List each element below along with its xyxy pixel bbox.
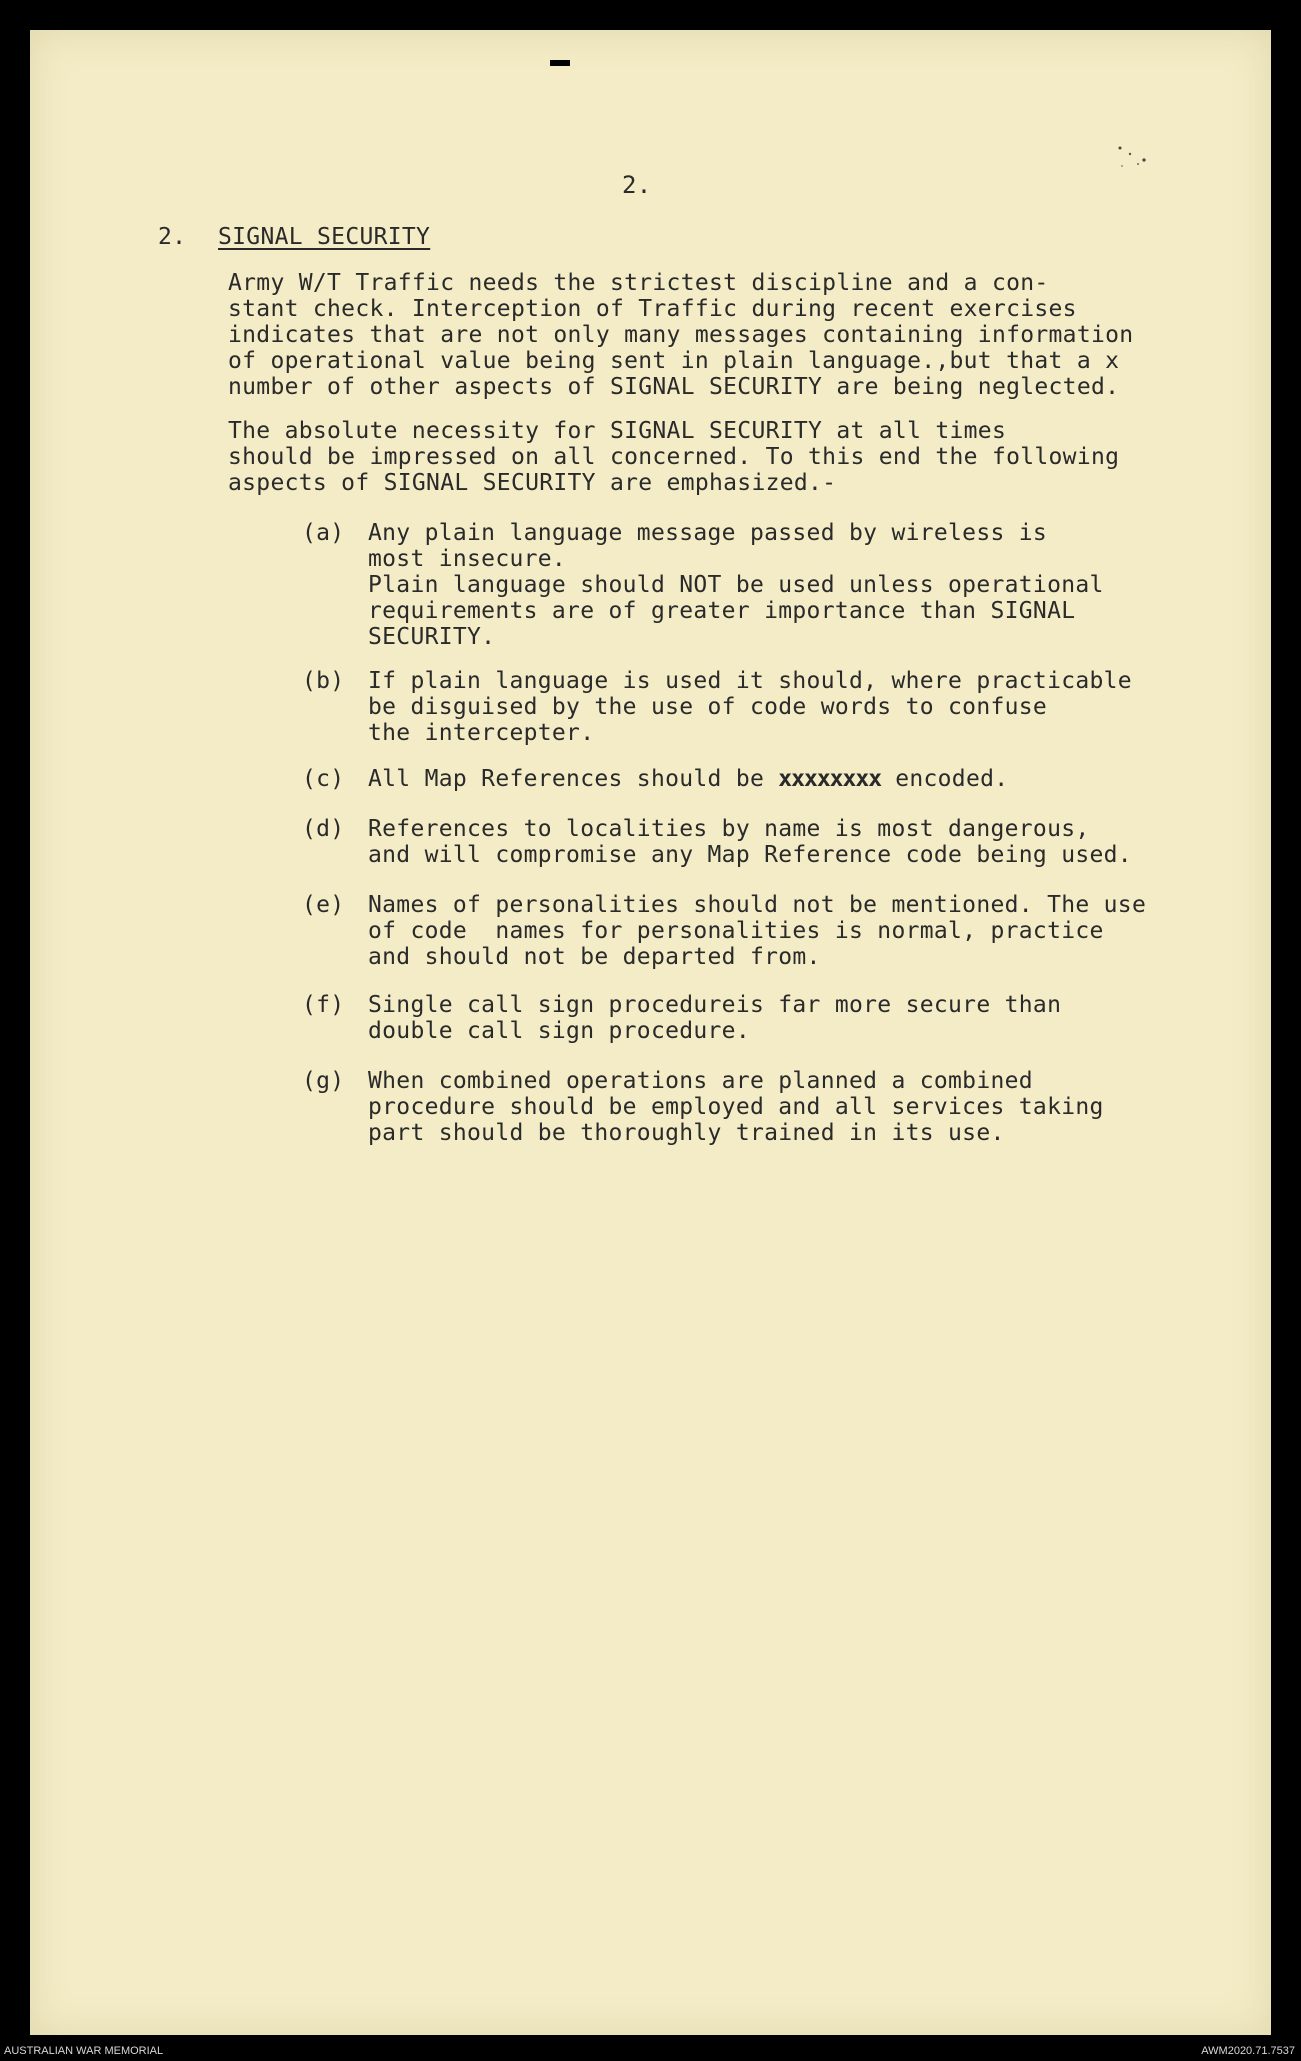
list-item-text-after: encoded. xyxy=(881,766,1009,792)
footer-accession-number: AWM2020.71.7537 xyxy=(1201,2045,1295,2057)
list-item xyxy=(302,1068,1104,1172)
paper-tear xyxy=(550,60,570,66)
section-number: 2. xyxy=(158,224,187,250)
list-item-marker: (c) xyxy=(302,766,345,792)
list-item xyxy=(302,892,1147,996)
list-item-text: When combined operations are planned a combined procedure should be employed and all services taking part should be thoroughly trained in its use. xyxy=(368,1068,1104,1146)
paragraph-necessity: The absolute necessity for SIGNAL SECURITY at all times should be impressed on all concerned. To this end the following aspects of SIGNAL SECURITY are emphasized.- xyxy=(228,418,1120,496)
list-item-text: Names of personalities should not be mentioned. The use of code names for personalities is normal, practice and should not be departed from. xyxy=(368,892,1147,970)
list-item-marker: (b) xyxy=(302,668,345,694)
list-item-marker: (a) xyxy=(302,520,345,546)
section-heading xyxy=(158,224,430,250)
list-item-text: If plain language is used it should, where practicable be disguised by the use of code words to confuse the intercepter. xyxy=(368,668,1132,746)
list-item-text: Any plain language message passed by wireless is most insecure. Plain language should NOT be used unless operational requirements are of greater importance than SIGNAL SECURITY. xyxy=(368,520,1104,650)
list-item-text-before: All Map References should be xyxy=(368,766,779,792)
list-item-text xyxy=(368,766,1008,792)
struck-out-text: xxxxxxxx xyxy=(778,766,882,792)
list-item-marker: (g) xyxy=(302,1068,345,1094)
paper-specks xyxy=(1110,140,1190,180)
list-item-marker: (e) xyxy=(302,892,345,918)
list-item-marker: (d) xyxy=(302,816,345,842)
list-item-text: References to localities by name is most dangerous, and will compromise any Map Reference code being used. xyxy=(368,816,1132,868)
section-title: SIGNAL SECURITY xyxy=(218,224,431,250)
list-item xyxy=(302,668,1132,772)
page-number: 2. xyxy=(622,171,652,199)
paragraph-traffic-discipline: Army W/T Traffic needs the strictest discipline and a con- stant check. Interception of Traffic during recent exercises indicates that are not only many messages containing information of operational value being sent in plain language.,but that a x number of other aspects of SIGNAL SECURITY are being neglected. xyxy=(228,270,1134,400)
footer-source: AUSTRALIAN WAR MEMORIAL xyxy=(4,2045,164,2057)
list-item-marker: (f) xyxy=(302,992,345,1018)
list-item xyxy=(302,520,1104,650)
list-item-text: Single call sign procedureis far more secure than double call sign procedure. xyxy=(368,992,1062,1044)
